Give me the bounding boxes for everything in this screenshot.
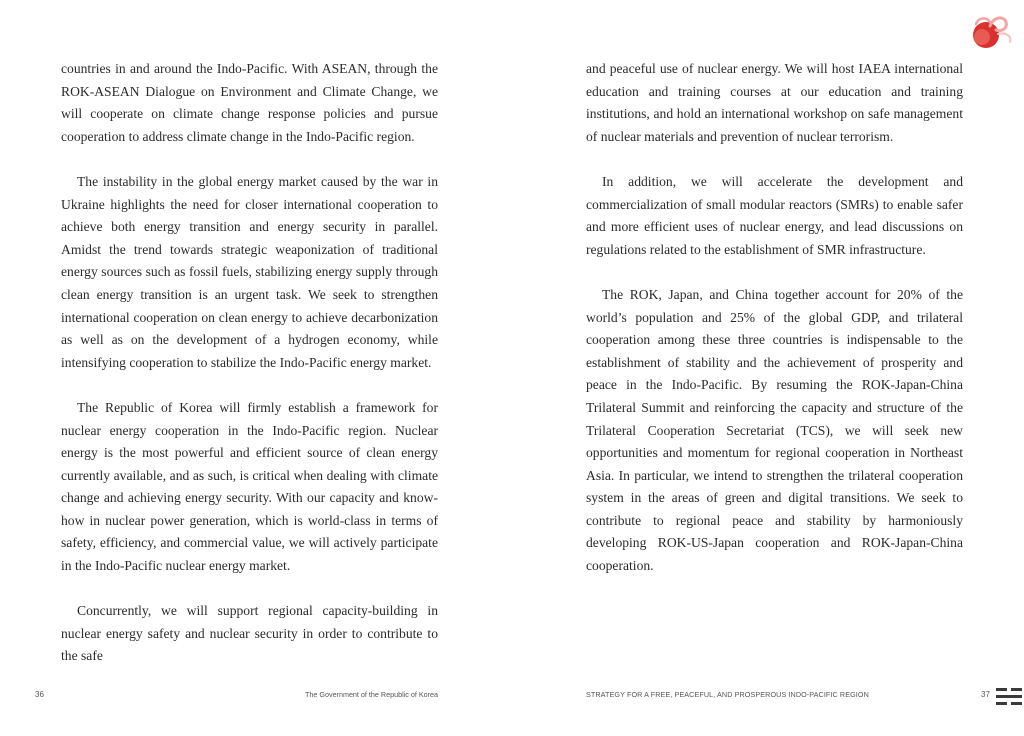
paragraph: Concurrently, we will support regional capacity-building in nuclear energy safety and nuclear security in order to contribute to the safe — [61, 603, 438, 664]
footer-left-title: The Government of the Republic of Korea — [305, 690, 439, 699]
page-number-right: 37 — [981, 690, 990, 699]
paragraph: and peaceful use of nuclear energy. We will host IAEA international education and training courses at our education and training institutions, and hold an international workshop on safe management of nuclear materials and prevention of nuclear terrorism. — [586, 61, 963, 144]
paragraph: The ROK, Japan, and China together account for 20% of the world’s population and 25% of the global GDP, and trilateral cooperation among these three countries is indispensable to the establishment of stability and the achievement of prosperity and peace in the Indo-Pacific. By resuming the ROK-Japan-China Trilateral Summit and reinforcing the capacity and structure of the Trilateral Cooperation Secretariat (TCS), we will seek new opportunities and momentum for regional cooperation in Northeast Asia. In particular, we intend to strengthen the trilateral cooperation system in the areas of green and digital transitions. We seek to contribute to regional peace and stability by harmoniously developing ROK-US-Japan cooperation and ROK-Japan-China cooperation. — [586, 286, 963, 574]
paragraph: The Republic of Korea will firmly establish a framework for nuclear energy cooperation in the Indo-Pacific region. Nuclear energy is the most powerful and efficient source of clean energy currently available, and as such, is critical when dealing with climate change and achieving energy security. With our capacity and know-how in nuclear power generation, which is world-class in terms of safety, efficiency, and commercial value, we will actively participate in the Indo-Pacific nuclear energy market. — [61, 399, 438, 574]
paragraph: In addition, we will accelerate the development and commercialization of small modular reactors (SMRs) to enable safer and more efficient uses of nuclear energy, and lead discussions on regulations related to the establishment of SMR infrastructure. — [586, 173, 963, 257]
indo-pacific-logo-icon — [968, 10, 1014, 52]
footer-right-title: STRATEGY FOR A FREE, PEACEFUL, AND PROSPEROUS INDO-PACIFIC REGION — [586, 690, 869, 699]
paragraph: countries in and around the Indo-Pacific. With ASEAN, through the ROK-ASEAN Dialogue on Environment and Climate Change, we will cooperate on climate change response policies and pursue cooperation to address climate change in the Indo-Pacific region. — [61, 61, 438, 144]
page-number-left: 36 — [35, 690, 44, 699]
right-page-body — [586, 58, 963, 600]
paragraph: The instability in the global energy market caused by the war in Ukraine highlights the need for closer international cooperation to achieve both energy transition and energy security in parallel. Amidst the trend towards strategic weaponization of traditional energy sources such as fossil fuels, stabilizing energy supply through clean energy transition is an urgent task. We seek to strengthen international cooperation on clean energy to achieve decarbonization as well as on the development of a hydrogen economy, while intensifying cooperation to stabilize the Indo-Pacific energy market. — [61, 173, 438, 370]
trigram-icon — [996, 687, 1022, 707]
left-page-body — [61, 58, 438, 691]
